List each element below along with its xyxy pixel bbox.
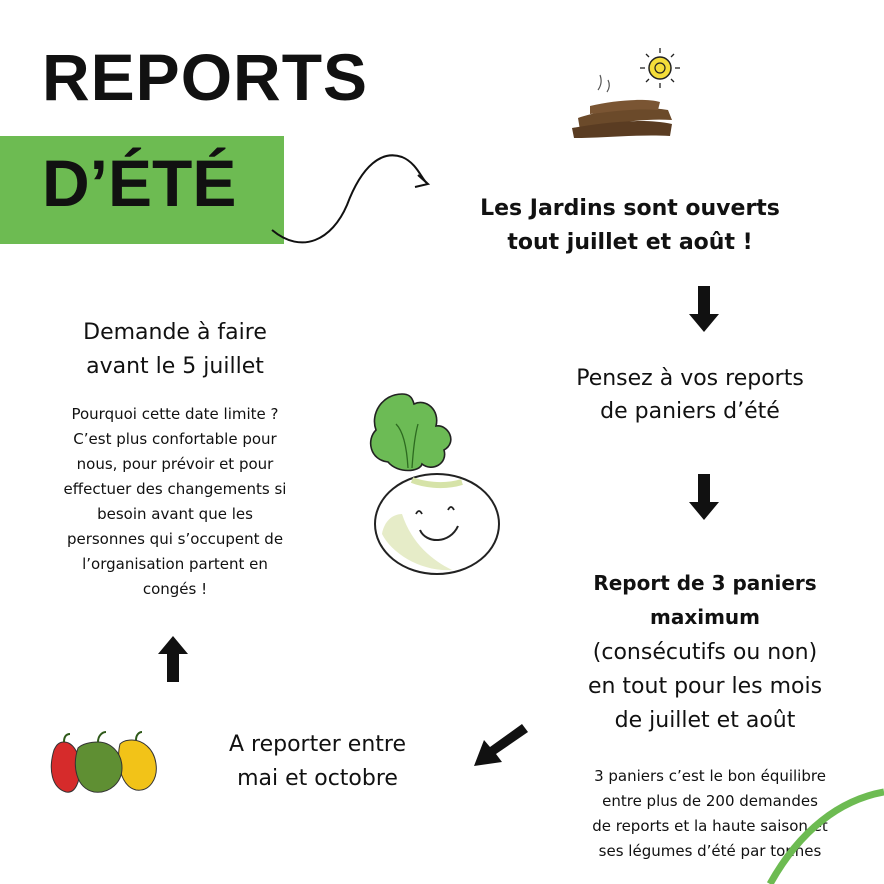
period-text	[200, 728, 435, 796]
arrow-down-left-icon	[470, 720, 530, 770]
open-message	[440, 192, 820, 260]
note-deadline-line5: besoin avant que les	[97, 505, 253, 523]
max-line1: (consécutifs ou non)	[592, 640, 818, 665]
period-line1: A reporter entre	[228, 732, 406, 757]
arrow-down-icon	[688, 286, 720, 334]
sun-soil-illustration	[560, 40, 700, 150]
peppers-icon	[46, 730, 166, 800]
think-line1: Pensez à vos reports	[576, 366, 804, 391]
note-deadline-line6: personnes qui s’occupent de	[66, 530, 284, 548]
period-line2: mai et octobre	[237, 766, 398, 791]
max-reports-text	[540, 636, 870, 738]
note-deadline-line3: nous, pour prévoir et pour	[76, 455, 274, 473]
deadline-line1: Demande à faire	[83, 320, 267, 345]
arrow-down-icon	[688, 474, 720, 522]
curly-arrow-icon	[262, 145, 442, 255]
note-max-line1: 3 paniers c’est le bon équilibre	[594, 767, 826, 785]
deadline-line2: avant le 5 juillet	[86, 354, 264, 379]
deadline-text	[40, 316, 310, 384]
open-message-line1: Les Jardins sont ouverts	[480, 196, 780, 221]
open-message-line2: tout juillet et août !	[507, 230, 753, 255]
arrow-up-icon	[157, 636, 189, 684]
max-line3: de juillet et août	[614, 708, 796, 733]
note-deadline-line4: effectuer des changements si	[63, 480, 287, 498]
max-line2: en tout pour les mois	[587, 674, 823, 699]
green-curve-decoration	[760, 780, 884, 884]
deadline-note	[30, 402, 320, 602]
soil-icon	[572, 75, 672, 138]
turnip-icon	[362, 384, 512, 584]
sun-icon	[640, 48, 680, 88]
think-reports-text	[530, 362, 850, 428]
max-bold-line2: maximum	[649, 605, 760, 629]
note-deadline-line8: congés !	[142, 580, 208, 598]
note-deadline-line1: Pourquoi cette date limite ?	[71, 405, 279, 423]
note-max-line3: de reports et la haute saison et	[592, 817, 828, 835]
max-bold-line1: Report de 3 paniers	[593, 571, 817, 595]
think-line2: de paniers d’été	[600, 399, 780, 424]
note-deadline-line7: l’organisation partent en	[82, 555, 268, 573]
title-ete: D’ÉTÉ	[42, 146, 237, 220]
title-reports: REPORTS	[42, 40, 369, 114]
note-max-line4: ses légumes d’été par tonnes	[598, 842, 822, 860]
note-deadline-line2: C’est plus confortable pour	[73, 430, 277, 448]
note-max-line2: entre plus de 200 demandes	[602, 792, 818, 810]
max-reports-heading	[550, 566, 860, 634]
